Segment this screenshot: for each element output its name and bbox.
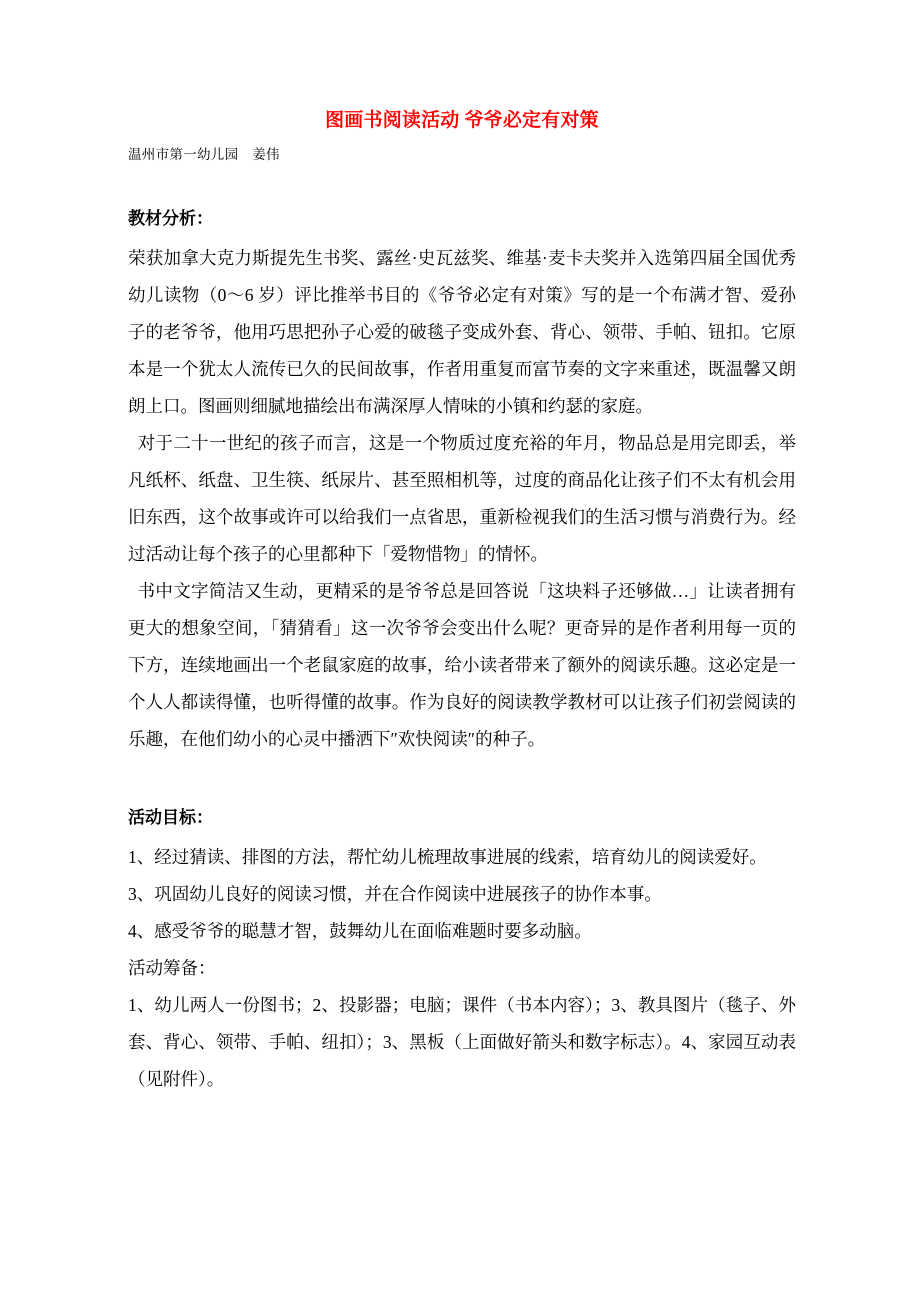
analysis-paragraph-2: 对于二十一世纪的孩子而言，这是一个物质过度充裕的年月，物品总是用完即丢，举凡纸杯、纸盘、卫生筷、纸尿片、甚至照相机等，过度的商品化让孩子们不太有机会用旧东西，这个故事或许可以给我们一点省思，重新检视我们的生活习惯与消费行为。经过活动让每个孩子的心里都种下「爱物惜物」的情怀。 (128, 433, 796, 564)
analysis-paragraph-3: 书中文字简洁又生动，更精采的是爷爷总是回答说「这块料子还够做…」让读者拥有更大的想象空间，「猜猜看」这一次爷爷会变出什么呢？更奇异的是作者利用每一页的下方，连续地画出一个老鼠家庭的故事，给小读者带来了额外的阅读乐趣。这必定是一个人人都读得懂，也听得懂的故事。作为良好的阅读教学教材可以让孩子们初尝阅读的乐趣，在他们幼小的心灵中播洒下″欢快阅读″的种子。 (128, 581, 796, 749)
goal-item-4: 4、感受爷爷的聪慧才智，鼓舞幼儿在面临难题时要多动脑。 (128, 921, 592, 941)
author-byline: 温州市第一幼儿园 姜伟 (128, 147, 280, 162)
section-heading-material-analysis: 教材分析： (128, 209, 213, 228)
page-title: 图画书阅读活动 爷爷必定有对策 (325, 110, 599, 131)
section-heading-activity-goals: 活动目标： (128, 808, 213, 827)
analysis-paragraph-1: 荣获加拿大克力斯提先生书奖、露丝·史瓦兹奖、维基·麦卡夫奖并入选第四届全国优秀幼儿读物（0～6 岁）评比推举书目的《爷爷必定有对策》写的是一个布满才智、爱孙子的老爷爷，他用巧思把孙子心爱的破毯子变成外套、背心、领带、手帕、钮扣。它原本是一个犹太人流传已久的民间故事，作者用重复而富节奏的文字来重述，既温馨又朗朗上口。图画则细腻地描绘出布满深厚人情味的小镇和约瑟的家庭。 (128, 248, 796, 416)
document-body (128, 0, 796, 1098)
goal-item-1: 1、经过猜读、排图的方法，帮忙幼儿梳理故事进展的线索，培育幼儿的阅读爱好。 (128, 847, 767, 867)
section-heading-activity-preparation: 活动筹备： (128, 958, 216, 978)
goal-item-3: 3、巩固幼儿良好的阅读习惯，并在合作阅读中进展孩子的协作本事。 (128, 884, 662, 904)
preparation-item-1: 1、幼儿两人一份图书；2、投影器；电脑；课件（书本内容）；3、教具图片（毯子、外套、背心、领带、手帕、纽扣）；3、黑板（上面做好箭头和数字标志）。4、家园互动表（见附件）。 (128, 995, 796, 1089)
